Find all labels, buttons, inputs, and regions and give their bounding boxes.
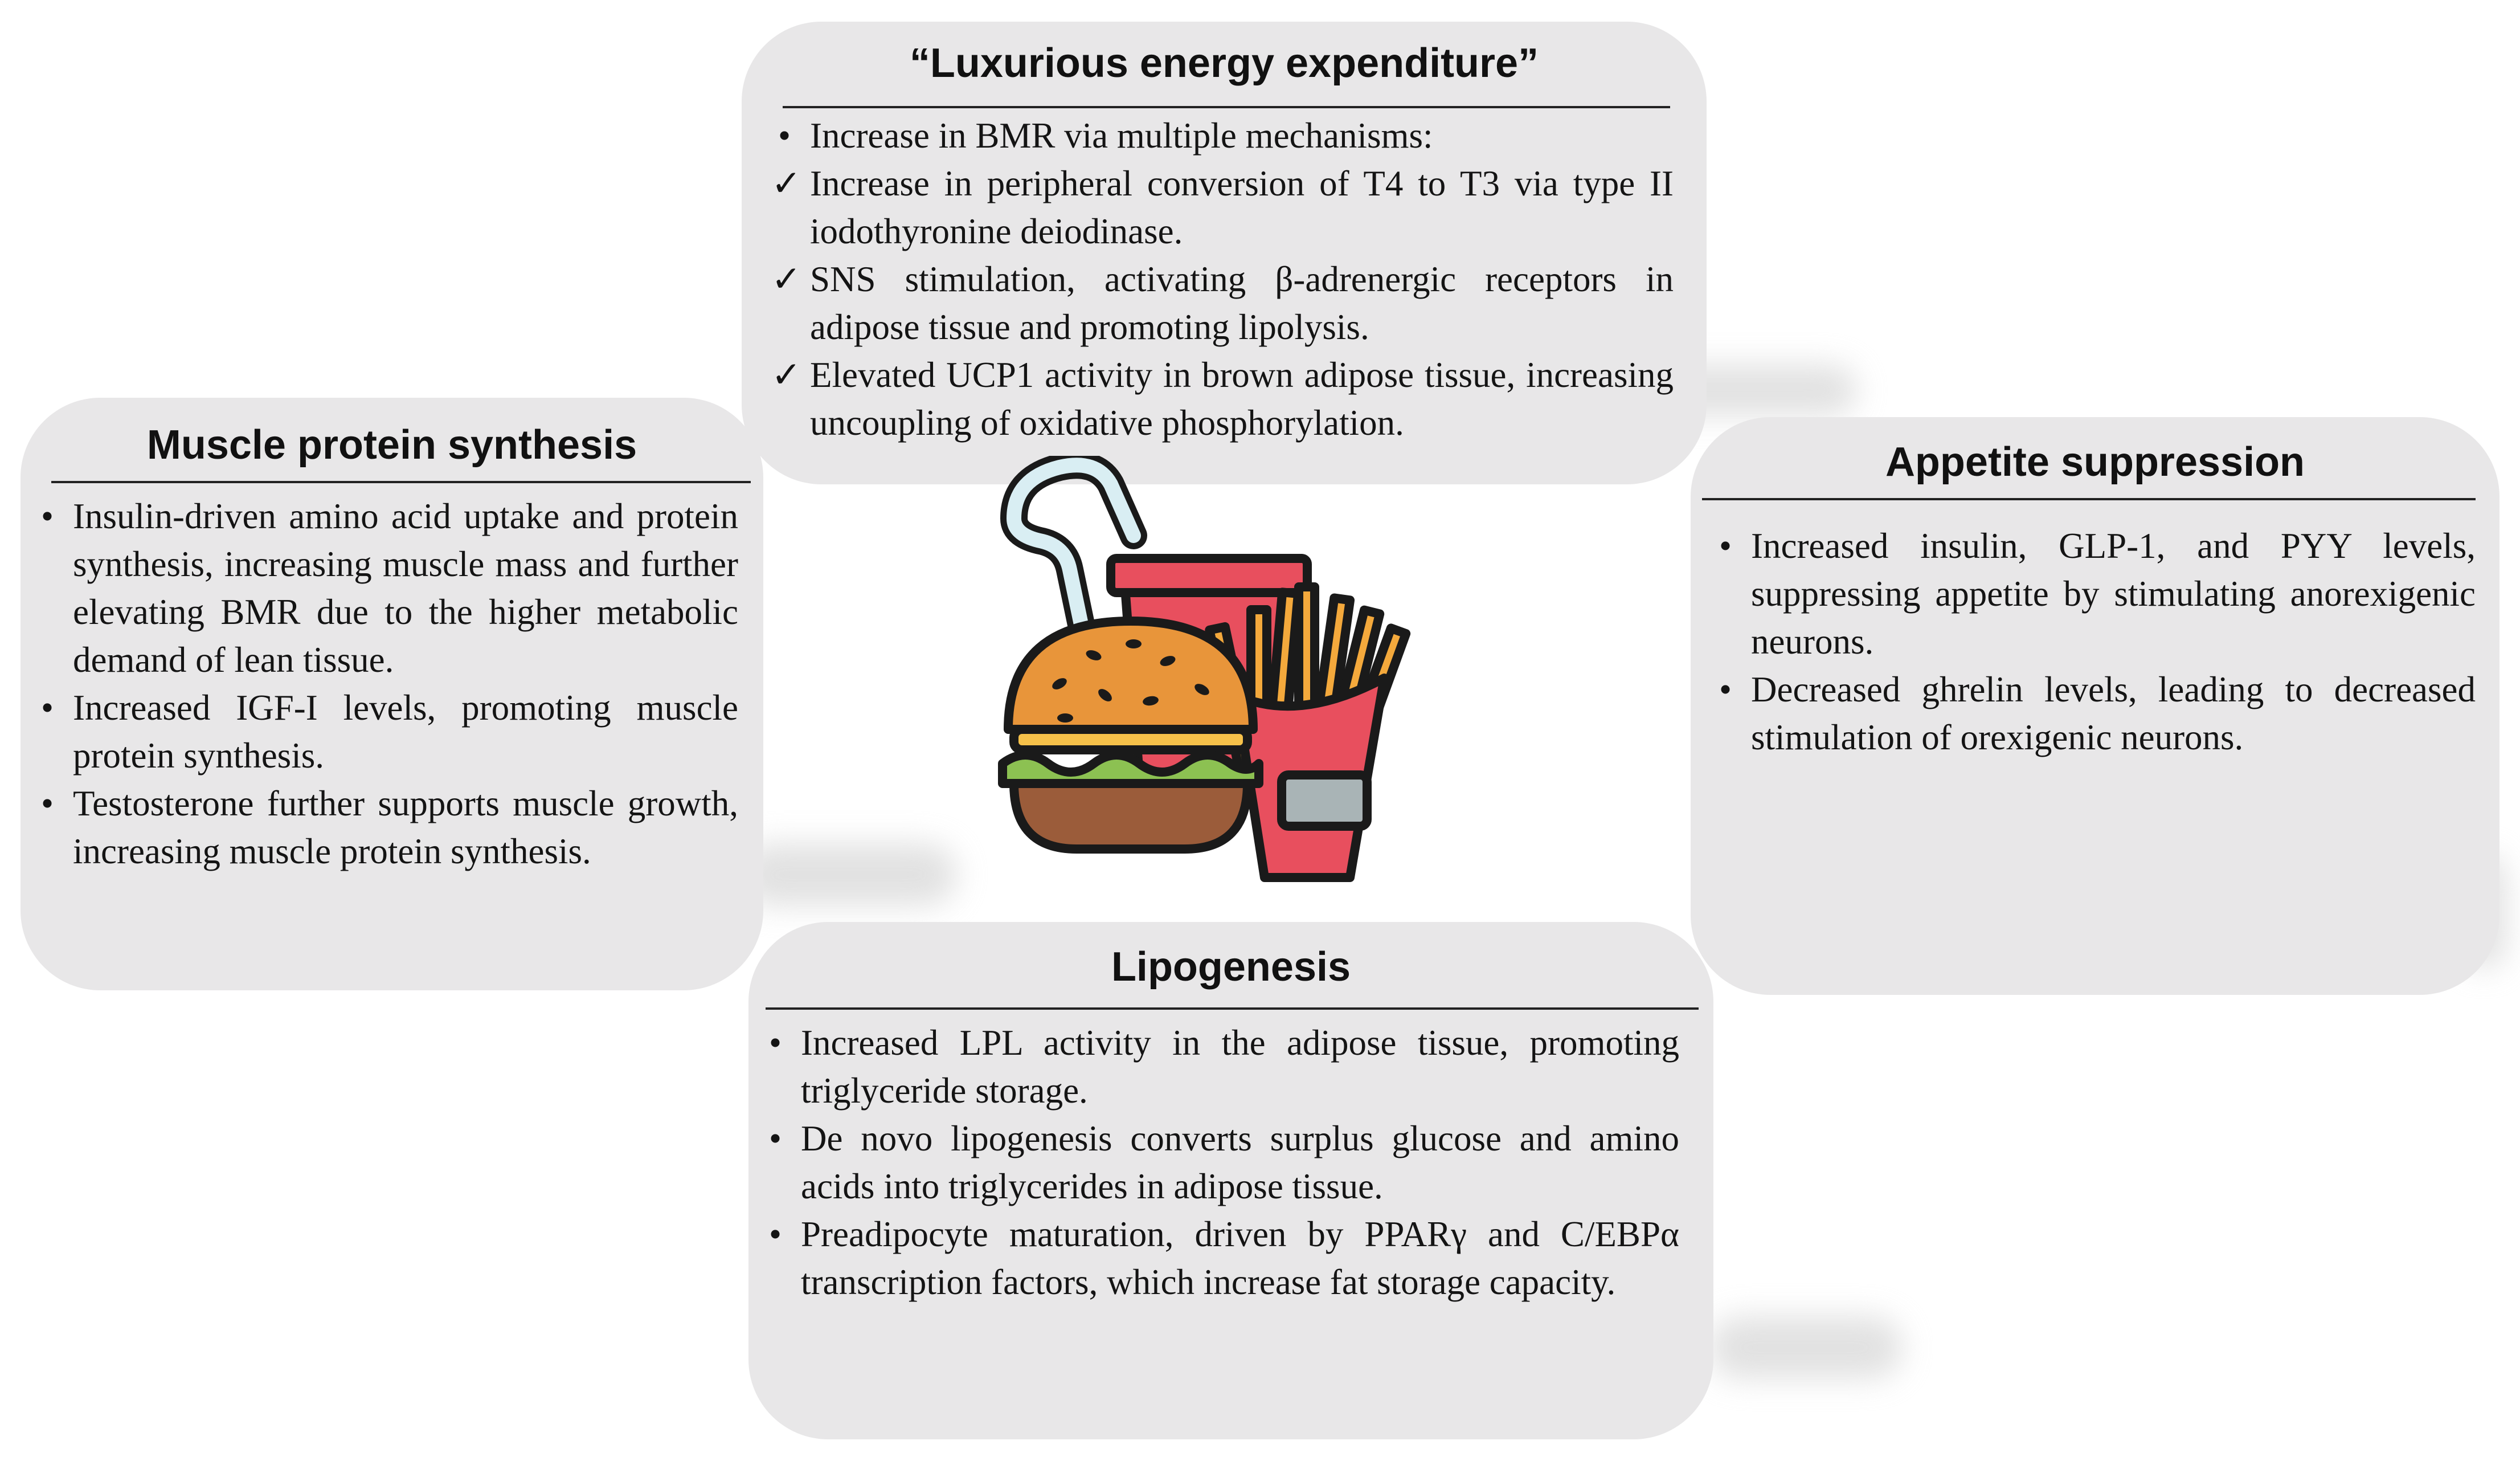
list-item: • Testosterone further supports muscle growth, increasing muscle protein synthesis.	[41, 783, 738, 871]
appetite-suppression-box	[1691, 417, 2499, 995]
muscle-protein-box	[21, 398, 763, 990]
muscle-box-list	[38, 492, 738, 875]
list-item: • De novo lipogenesis converts surplus glucose and amino acids into triglycerides in adipose tissue.	[769, 1119, 1679, 1206]
list-item: • Increased insulin, GLP-1, and PYY levels, suppressing appetite by stimulating anorexigenic neurons.	[1719, 526, 2476, 662]
energy-expenditure-box	[742, 22, 1707, 484]
lipogenesis-box	[748, 922, 1713, 1439]
muscle-box-shadow	[741, 843, 957, 906]
list-item: • Decreased ghrelin levels, leading to decreased stimulation of orexigenic neurons.	[1719, 670, 2476, 757]
list-item: • Increase in BMR via multiple mechanisms:	[778, 116, 1433, 156]
list-item: • Preadipocyte maturation, driven by PPARγ and C/EBPα transcription factors, which increase fat storage capacity.	[769, 1214, 1679, 1302]
list-item: • Increased LPL activity in the adipose tissue, promoting triglyceride storage.	[769, 1023, 1679, 1111]
energy-box-title: “Luxurious energy expenditure”	[909, 40, 1539, 86]
muscle-box-divider	[51, 481, 751, 483]
energy-box-divider	[783, 106, 1670, 108]
lipo-box-shadow	[1709, 1316, 1903, 1379]
muscle-box-title: Muscle protein synthesis	[146, 422, 637, 468]
list-item: • Insulin-driven amino acid uptake and protein synthesis, increasing muscle mass and further elevating BMR due to the higher metabolic demand of lean tissue.	[41, 496, 738, 680]
list-item: • Increased IGF-I levels, promoting muscle protein synthesis.	[41, 688, 738, 776]
lipo-box-divider	[766, 1007, 1699, 1010]
list-item: ✓ Elevated UCP1 activity in brown adipose tissue, increasing uncoupling of oxidative phosphorylation.	[771, 355, 1674, 443]
fast-food-icon	[997, 456, 1441, 889]
appetite-box-divider	[1702, 498, 2476, 500]
energy-box-list	[771, 112, 1674, 447]
appetite-box-list	[1716, 522, 2476, 761]
appetite-box-title: Appetite suppression	[1885, 439, 2305, 485]
list-item: ✓ Increase in peripheral conversion of T4 to T3 via type II iodothyronine deiodinase.	[771, 164, 1674, 251]
lipo-box-list	[766, 1019, 1679, 1306]
list-item: ✓ SNS stimulation, activating β-adrenergic receptors in adipose tissue and promoting lipolysis.	[771, 259, 1674, 347]
lipo-box-title: Lipogenesis	[1111, 944, 1351, 990]
